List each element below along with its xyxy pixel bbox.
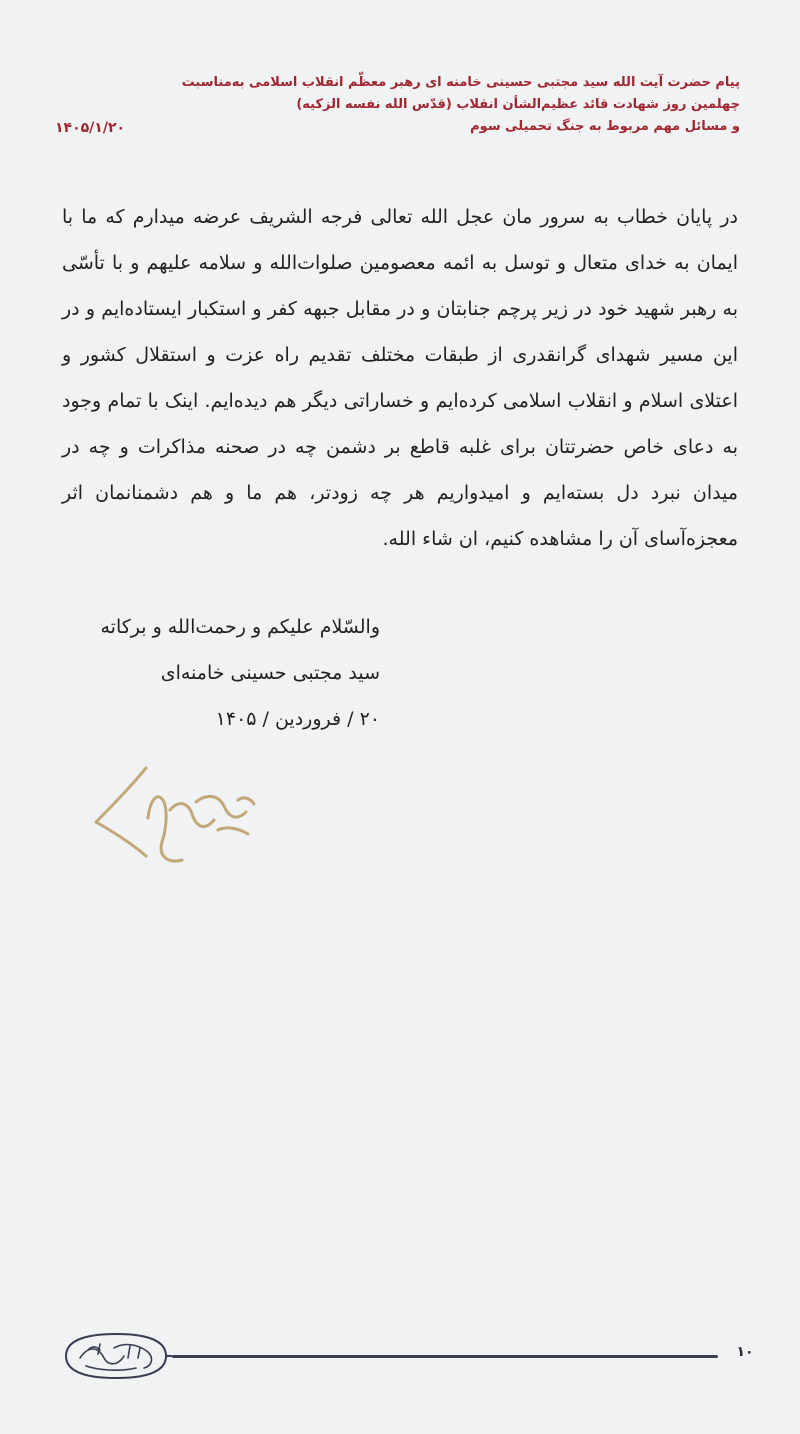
closing-block [60, 604, 380, 742]
calligraphic-seal [58, 1328, 174, 1384]
handwritten-signature [88, 760, 268, 880]
message-body [62, 194, 738, 562]
closing-date: ۲۰ / فروردین / ۱۴۰۵ [215, 708, 380, 730]
header-title-line-2: چهلمین روز شهادت قائد عظیم‌الشأن انقلاب (قدّس الله نفسه الزکیه) [296, 97, 740, 112]
header-title-line-1: پیام حضرت آیت الله سید مجتبی حسینی خامنه ای رهبر معظّم انقلاب اسلامی به‌مناسبت [181, 75, 740, 90]
header-title-line-3: و مسائل مهم مربوط به جنگ تحمیلی سوم [470, 119, 740, 134]
message-header [55, 72, 740, 138]
footer-divider [172, 1355, 718, 1358]
signature-icon [88, 760, 268, 880]
header-date: ۱۴۰۵/۱/۲۰ [55, 120, 126, 136]
page-number: ۱۰ [736, 1344, 754, 1360]
signer-name: سید مجتبی حسینی خامنه‌ای [160, 662, 380, 684]
calligraphic-seal-icon [58, 1328, 174, 1384]
body-paragraph: در پایان خطاب به سرور مان عجل الله تعالی فرجه الشریف عرضه میدارم که ما با ایمان به خدای متعال و توسل به ائمه معصومین صلوات‌الله و سلامه علیهم و با تأسّی به رهبر شهید خود در زیر پرچم جنابتان و در مقابل جبهه کفر و استکبار ایستاده‌ایم و در این مسیر شهدای گرانقدری از طبقات مختلف تقدیم راه عزت و استقلال کشور و اعتلای اسلام و انقلاب اسلامی کرده‌ایم و خساراتی دیگر هم دیده‌ایم. اینک با تمام وجود به دعای خاص حضرتتان برای غلبه قاطع بر دشمن چه در صحنه مذاکرات و چه در میدان نبرد دل بسته‌ایم و امیدواریم هر چه زودتر، هم ما و هم دشمنانمان اثر معجزه‌آسای آن را مشاهده کنیم، ان شاء الله. [62, 206, 738, 550]
closing-salutation: والسّلام علیکم و رحمت‌الله و برکاته [100, 616, 380, 638]
header-title [55, 72, 740, 138]
